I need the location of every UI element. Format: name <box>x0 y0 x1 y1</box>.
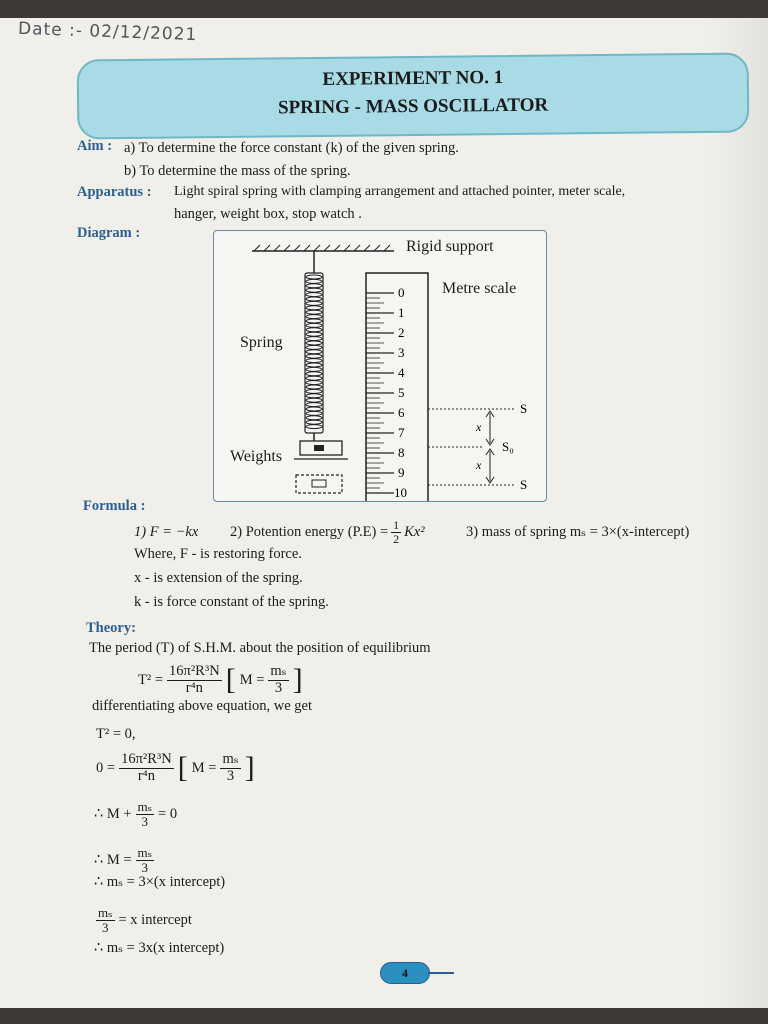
formula-1: 1) F = −kx <box>134 524 199 540</box>
document-page <box>0 18 768 1008</box>
experiment-subtitle: SPRING - MASS OSCILLATOR <box>277 94 549 119</box>
spring-coil-turn <box>306 306 322 310</box>
eq1-den: r⁴n <box>185 679 203 696</box>
theory-label: Theory: <box>86 620 136 636</box>
spring-coil-turn <box>306 337 322 341</box>
formula-2-suffix: Kx² <box>404 523 425 540</box>
formula-2-prefix: 2) Potention energy (P.E) = <box>230 523 389 540</box>
step-4 <box>96 902 192 938</box>
step2-den: 3 <box>141 859 149 875</box>
page-number-rule <box>428 972 454 974</box>
aim-label: Aim : <box>77 138 113 154</box>
spring-coil-turn <box>306 288 322 292</box>
diagram-svg <box>214 231 546 501</box>
eq2-fraction <box>119 752 174 783</box>
step2-fraction <box>136 846 155 874</box>
spring-coil-turn <box>306 328 322 332</box>
equation-period: T² = $\frac{\text{16π²R³N}}{\text{r⁴n}}$ [ M = $\frac{\text{mₛ}}{3}$ ] <box>138 663 303 696</box>
spring-coil-turn <box>306 425 322 429</box>
step1-fraction <box>136 800 155 828</box>
spring-coil-turn <box>306 376 322 380</box>
spring-coil-turn <box>306 323 322 327</box>
eq1-fraction <box>167 664 222 695</box>
formula-2-den: 2 <box>393 531 400 546</box>
spring-coil-turn <box>306 297 322 301</box>
formula-2 <box>230 514 425 550</box>
page-shadow <box>708 18 768 1008</box>
scale-tick-9: 9 <box>398 465 405 480</box>
eq1-num: 16π²R³N <box>169 663 220 680</box>
step-3: ∴ mₛ = 3×(x intercept) <box>94 874 226 890</box>
spring-coil-turn <box>306 411 322 415</box>
scale-tick-10: 10 <box>394 485 407 500</box>
formula-2-fraction <box>391 519 401 545</box>
apparatus-label: Apparatus : <box>77 184 152 200</box>
experiment-title: EXPERIMENT NO. 1 <box>322 67 504 90</box>
step2-num: mₛ <box>137 844 153 860</box>
eq2-num: 16π²R³N <box>121 751 172 768</box>
metre-scale-label: Metre scale <box>442 280 517 297</box>
spring-coil-turn <box>306 367 322 371</box>
weights-label: Weights <box>230 448 283 465</box>
handwritten-date: Date :- 02/12/2021 <box>17 18 198 46</box>
spring-coil-turn <box>306 284 322 288</box>
spring-coil-turn <box>306 319 322 323</box>
eq1-bracket-num: mₛ <box>270 663 287 680</box>
spring-coil-turn <box>306 385 322 389</box>
scale-tick-7: 7 <box>398 425 405 440</box>
spring-coil-turn <box>306 293 322 297</box>
formula-3: 3) mass of spring mₛ = 3×(x-intercept) <box>466 524 690 540</box>
eq1-bracket-lhs: M = <box>239 671 265 688</box>
scale-tick-6: 6 <box>398 405 405 420</box>
scale-tick-3: 3 <box>398 345 405 360</box>
aim-b: b) To determine the mass of the spring. <box>124 163 351 179</box>
aim-a: a) To determine the force constant (k) of the given spring. <box>124 140 459 156</box>
eq1-lhs: T² = <box>138 671 164 688</box>
eq2-bracket-lhs: M = <box>191 759 217 776</box>
eq2-bracket-num: mₛ <box>222 751 239 768</box>
scale-tick-5: 5 <box>398 385 405 400</box>
step4-fraction <box>96 906 115 934</box>
step-2 <box>94 842 154 878</box>
mark-s0: S₀ <box>502 439 514 454</box>
apparatus-line2: hanger, weight box, stop watch . <box>174 206 362 222</box>
step2-lhs: ∴ M = <box>94 851 132 868</box>
spring-coil-turn <box>306 416 322 420</box>
spring-coil-turn <box>306 359 322 363</box>
step1-rhs: = 0 <box>158 805 178 822</box>
metre-scale <box>366 273 428 501</box>
spring-mass-diagram <box>213 230 547 502</box>
step-5: ∴ mₛ = 3x(x intercept) <box>94 940 225 956</box>
where-line-3: k - is force constant of the spring. <box>134 594 329 610</box>
step1-num: mₛ <box>137 798 153 814</box>
eq1-bracket-den: 3 <box>274 679 283 696</box>
weights-hanger <box>294 441 348 493</box>
apparatus-line1: Light spiral spring with clamping arrangement and attached pointer, meter scale, <box>174 184 626 199</box>
step4-rhs: = x intercept <box>118 911 192 928</box>
spring-coil-turn <box>306 394 322 398</box>
step4-num: mₛ <box>98 904 113 920</box>
where-line-2: x - is extension of the spring. <box>134 570 303 586</box>
spring-coil-turn <box>306 301 322 305</box>
spring-coil-turn <box>306 350 322 354</box>
rigid-support <box>252 245 394 251</box>
spring-coil-turn <box>306 363 322 367</box>
page-number: 4 <box>380 962 430 984</box>
spring-coil-turn <box>306 341 322 345</box>
formula-label: Formula : <box>83 498 146 514</box>
mark-x-top: x <box>476 420 482 434</box>
spring-label: Spring <box>240 334 283 351</box>
formula-2-num: 1 <box>393 517 400 532</box>
scale-tick-2: 2 <box>398 325 405 340</box>
spring-coil-turn <box>306 315 322 319</box>
eq2-lhs: 0 = <box>96 759 116 776</box>
scale-tick-1: 1 <box>398 305 405 320</box>
spring-coil-turn <box>306 310 322 314</box>
mark-x-bottom: x <box>476 458 482 472</box>
rigid-support-label: Rigid support <box>406 238 494 255</box>
scale-tick-4: 4 <box>398 365 405 380</box>
theory-intro: The period (T) of S.H.M. about the position of equilibrium <box>89 640 431 656</box>
diagram-label: Diagram : <box>77 225 141 241</box>
differentiating-text: differentiating above equation, we get <box>92 698 312 714</box>
mark-s-bottom: S <box>520 477 528 492</box>
eq2-bracket-den: 3 <box>226 767 235 784</box>
spring-coil-turn <box>306 332 322 336</box>
title-banner <box>77 52 750 139</box>
where-line-1: Where, F - is restoring force. <box>134 546 302 562</box>
spring-coil-turn <box>306 407 322 411</box>
step4-den: 3 <box>102 919 109 935</box>
equation-zero: 0 = $\frac{\text{16π²R³N}}{\text{r⁴n}}$ [ M = $\frac{\text{mₛ}}{3}$ ] <box>96 751 255 784</box>
eq2-den: r⁴n <box>137 767 155 784</box>
step-1 <box>94 796 177 832</box>
spring-coil-turn <box>306 372 322 376</box>
spring-coil-turn <box>306 389 322 393</box>
step1-lhs: ∴ M + <box>94 805 132 822</box>
mark-s-top: S <box>520 401 528 416</box>
spring-coil <box>305 251 323 441</box>
spring-coil-turn <box>306 381 322 385</box>
spring-coil-turn <box>306 275 322 279</box>
spring-coil-turn <box>306 279 322 283</box>
scale-tick-0: 0 <box>398 285 405 300</box>
spring-coil-turn <box>306 398 322 402</box>
spring-coil-turn <box>306 345 322 349</box>
step1-den: 3 <box>141 813 149 829</box>
spring-coil-turn <box>306 403 322 407</box>
spring-coil-turn <box>306 354 322 358</box>
t2-zero: T² = 0, <box>96 726 136 742</box>
eq1-bracket-fraction <box>268 664 288 695</box>
eq2-bracket-fraction <box>220 752 240 783</box>
scale-tick-8: 8 <box>398 445 405 460</box>
spring-coil-turn <box>306 420 322 424</box>
